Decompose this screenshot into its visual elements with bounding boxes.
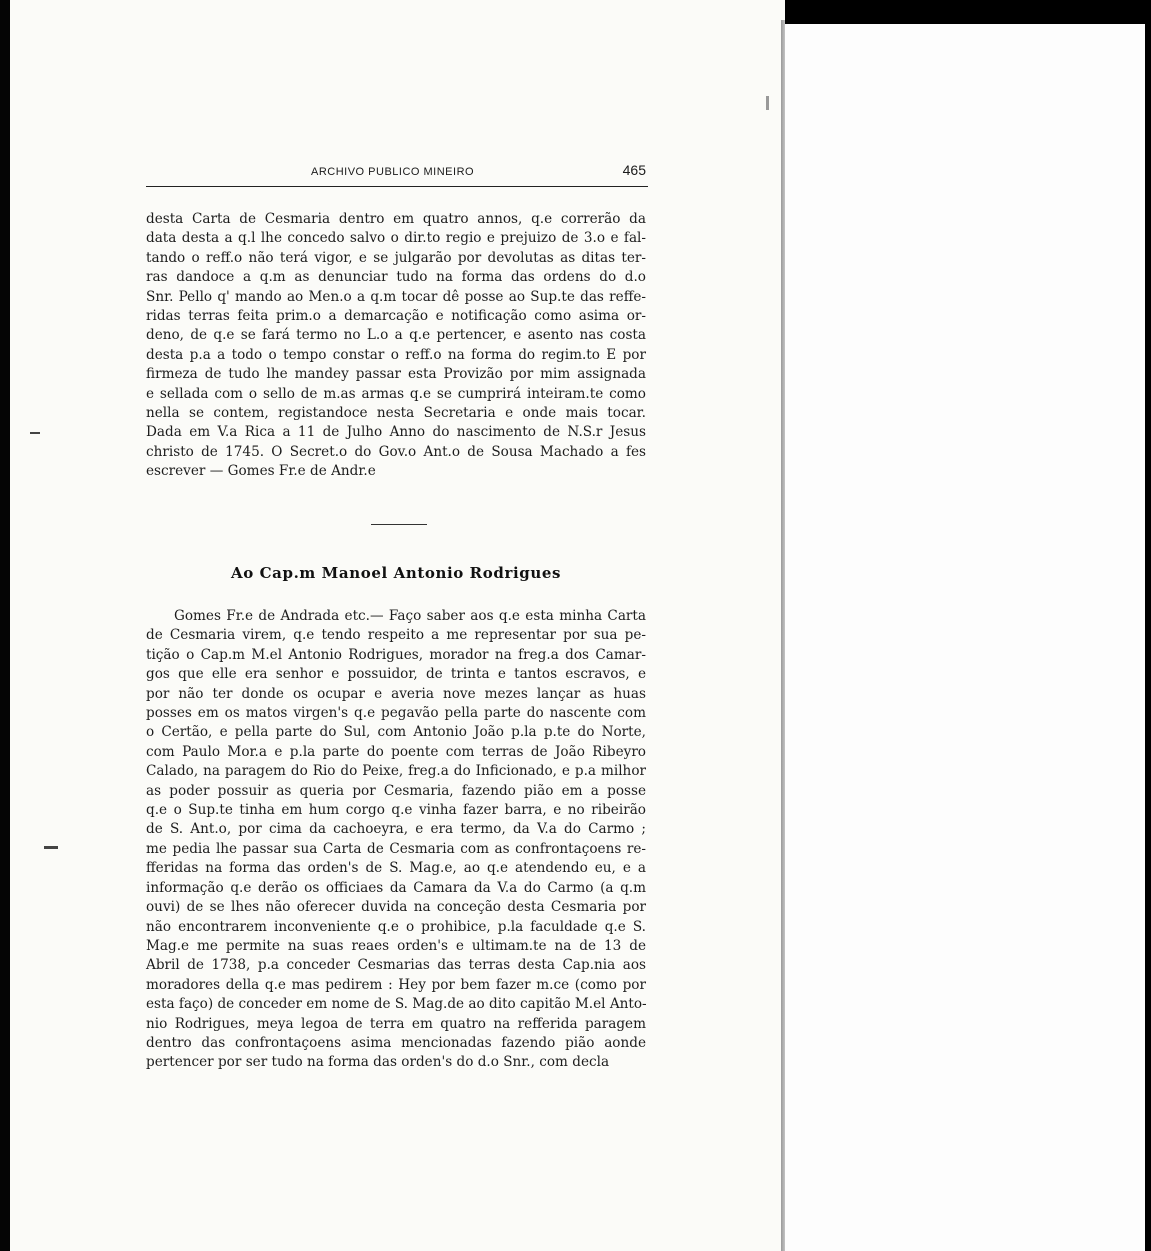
text-line: Dada em V.a Rica a 11 de Julho Anno do nascimento de N.S.r Jesus [146,424,646,441]
text-line: moradores della q.e mas pedirem : Hey por bem fazer m.ce (como por [146,976,646,993]
text-line: de Cesmaria virem, q.e tendo respeito a me representar por sua pe- [146,627,646,644]
text-line: de S. Ant.o, por cima da cachoeyra, e era termo, da V.a do Carmo ; [146,821,646,838]
text-line: nio Rodrigues, meya legoa de terra em quatro na refferida paragem [146,1015,646,1032]
text-line: Abril de 1738, p.a conceder Cesmarias das terras desta Cap.nia aos [146,957,646,974]
scan-mark [44,846,58,849]
text-line: informação q.e derão os officiaes da Camara da V.a do Carmo (a q.m [146,879,646,896]
text-line: tição o Cap.m M.el Antonio Rodrigues, morador na freg.a dos Camar- [146,646,646,663]
text-line: ridas terras feita prim.o a demarcação e notificação como asima or- [146,308,646,325]
text-line: christo de 1745. O Secret.o do Gov.o Ant.o de Sousa Machado a fes [146,443,646,460]
text-line: tando o reff.o não terá vigor, e se julgarão por devolutas as ditas ter- [146,249,646,266]
text-line: Calado, na paragem do Rio do Peixe, freg.a do Inficionado, e p.a milhor [146,763,646,780]
text-line: desta p.a a todo o tempo constar o reff.o na forma do regim.to E por [146,346,646,363]
scan-left-edge [0,0,10,1251]
text-line: nella se contem, registandoce nesta Secretaria e onde mais tocar. [146,405,646,422]
running-head [146,160,648,187]
text-line: q.e o Sup.te tinha em hum corgo q.e vinha fazer barra, e no ribeirão [146,802,646,819]
text-line: ras dandoce a q.m as denunciar tudo na forma das ordens do d.o [146,269,646,286]
text-line: me pedia lhe passar sua Carta de Cesmaria com as confrontaçoens re- [146,840,646,857]
text-line: ouvi) de se lhes não oferecer duvida na conceção desta Cesmaria por [146,899,646,916]
scan-mark [30,432,40,434]
text-line: deno, de q.e se fará termo no L.o a q.e pertencer, e asento nas costa [146,327,646,344]
section-heading: Ao Cap.m Manoel Antonio Rodrigues [230,564,562,582]
text-line: Mag.e me permite na suas reaes orden's e ultimam.te na de 13 de [146,937,646,954]
text-line: esta faço) de conceder em nome de S. Mag.de ao dito capitão M.el Anto- [146,996,647,1013]
text-line: gos que elle era senhor e possuidor, de trinta e tantos escravos, e [146,666,646,683]
text-line: Snr. Pello q' mando ao Men.o a q.m tocar dê posse ao Sup.te das reffe- [146,288,646,305]
running-head-title: ARCHIVO PUBLICO MINEIRO [311,166,475,178]
paragraph-carta-cesmaria [146,607,646,1073]
right-blank-page [785,22,1145,1251]
text-line: dentro das confrontaçoens asima mencionadas fazendo pião aonde [146,1034,646,1051]
scan-mark [766,96,769,110]
text-line: com Paulo Mor.a e p.la parte do poente com terras de João Ribeyro [146,743,646,760]
text-line: e sellada com o sello de m.as armas q.e se cumprirá inteiram.te como [146,385,646,402]
text-line: as poder possuir as queria por Cesmaria, fazendo pião em a posse [146,782,646,799]
text-line: por não ter donde os ocupar e averia nove mezes lançar as huas [146,685,646,702]
text-line: data desta a q.l lhe concedo salvo o dir.to regio e prejuizo de 3.o e fal- [146,230,646,247]
text-line: Gomes Fr.e de Andrada etc.— Faço saber aos q.e esta minha Carta [174,608,646,624]
text-line: desta Carta de Cesmaria dentro em quatro annos, q.e correrão da [146,211,646,227]
scan-top-edge [785,0,1151,24]
section-divider [371,524,427,525]
scan-right-edge [1145,0,1151,1251]
text-line: posses em os matos virgen's q.e pegavão pella parte do nascente com [146,705,646,722]
page-number: 465 [622,162,646,178]
paragraph-carta-cesmaria-end [146,210,646,482]
text-line: firmeza de tudo lhe mandey passar esta Provizão por mim assignada [146,366,646,383]
text-line: pertencer por ser tudo na forma das orden's do d.o Snr., com decla [146,1054,610,1071]
text-line: o Certão, e pella parte do Sul, com Antonio João p.la p.te do Norte, [146,724,646,741]
text-line: escrever — Gomes Fr.e de Andr.e [146,463,376,480]
text-line: fferidas na forma das orden's de S. Mag.e, ao q.e atendendo eu, e a [146,860,646,877]
text-line: não encontrarem inconveniente q.e o prohibice, p.la faculdade q.e S. [146,918,646,935]
